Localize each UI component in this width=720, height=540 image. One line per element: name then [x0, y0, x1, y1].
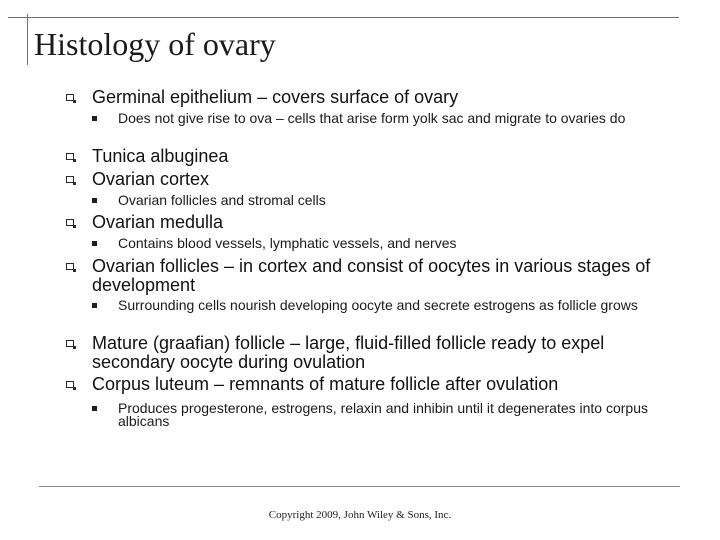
- square-bullet-icon: [66, 340, 74, 347]
- square-bullet-icon: [66, 381, 74, 388]
- small-square-bullet-icon: [92, 198, 97, 203]
- small-square-bullet-icon: [92, 241, 97, 246]
- bullet-item: [92, 88, 672, 107]
- sub-bullet-item: [118, 299, 678, 312]
- bullet-text: Germinal epithelium – covers surface of ovary: [92, 87, 459, 107]
- bullet-item: [92, 147, 672, 166]
- sub-bullet-item: [118, 112, 678, 125]
- bullet-item: [92, 375, 672, 394]
- square-bullet-icon: [66, 176, 74, 183]
- bullet-text: Tunica albuginea: [92, 146, 229, 166]
- bullet-item: [92, 170, 672, 189]
- bullet-text: Ovarian follicles – in cortex and consist of oocytes in various stages of development: [92, 256, 651, 295]
- bullet-text: Corpus luteum – remnants of mature follicle after ovulation: [92, 374, 559, 394]
- sub-bullet-text: Produces progesterone, estrogens, relaxin and inhibin until it degenerates into corpus albicans: [118, 400, 648, 429]
- sub-bullet-item: [118, 194, 678, 207]
- square-bullet-icon: [66, 263, 74, 270]
- sub-bullet-text: Ovarian follicles and stromal cells: [118, 192, 326, 208]
- small-square-bullet-icon: [92, 116, 97, 121]
- bullet-text: Mature (graafian) follicle – large, fluid-filled follicle ready to expel secondary oocyte during ovulation: [92, 333, 605, 372]
- square-bullet-icon: [66, 94, 74, 101]
- sub-bullet-item: [118, 237, 678, 250]
- sub-bullet-text: Does not give rise to ova – cells that arise form yolk sac and migrate to ovaries do: [118, 110, 626, 126]
- bullet-item: [92, 213, 672, 232]
- sub-bullet-item: [118, 402, 678, 428]
- bullet-item: [92, 257, 672, 295]
- slide-title: Histology of ovary: [34, 26, 276, 62]
- small-square-bullet-icon: [92, 406, 97, 411]
- square-bullet-icon: [66, 153, 74, 160]
- square-bullet-icon: [66, 219, 74, 226]
- bullet-text: Ovarian medulla: [92, 212, 224, 232]
- bullet-item: [92, 334, 672, 372]
- sub-bullet-text: Contains blood vessels, lymphatic vessels, and nerves: [118, 235, 457, 251]
- small-square-bullet-icon: [92, 303, 97, 308]
- sub-bullet-text: Surrounding cells nourish developing oocyte and secrete estrogens as follicle grows: [118, 297, 638, 313]
- footer-rule: [39, 486, 680, 487]
- copyright-notice: Copyright 2009, John Wiley & Sons, Inc.: [268, 509, 452, 521]
- bullet-text: Ovarian cortex: [92, 169, 210, 189]
